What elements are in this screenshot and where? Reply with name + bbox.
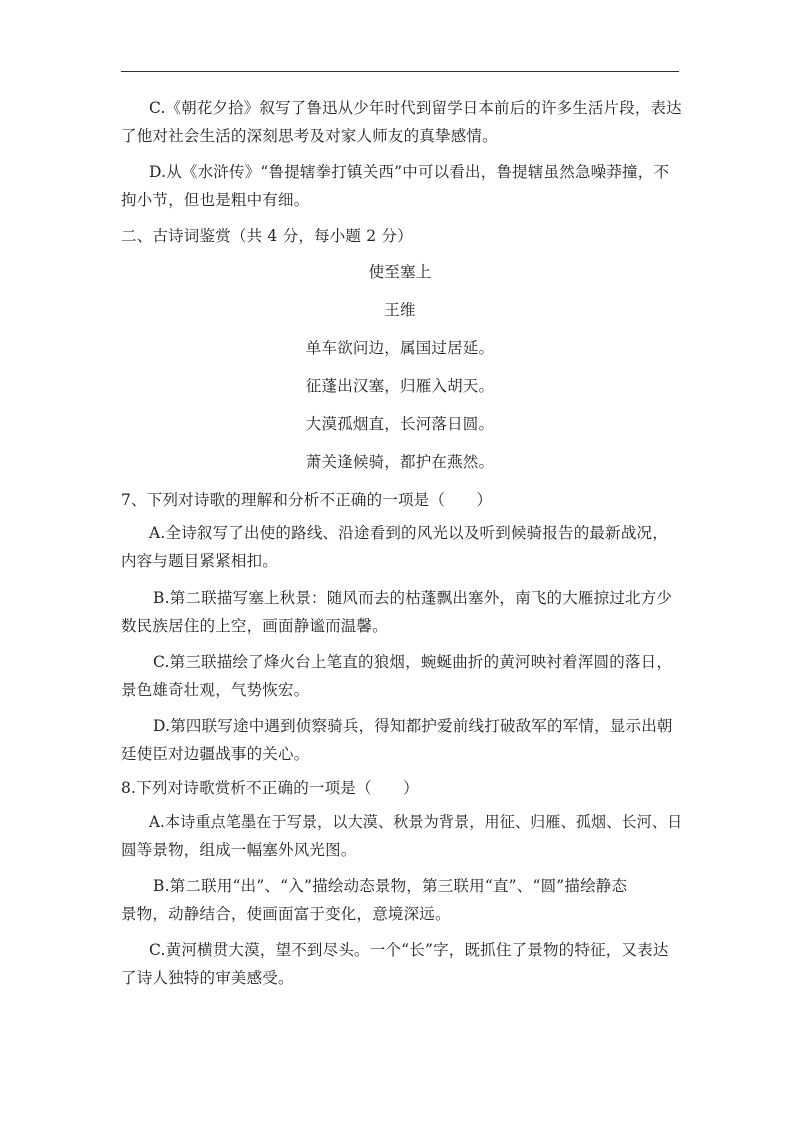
- q7-option-d-line-2: 廷使臣对边疆战事的关心。: [121, 745, 310, 763]
- q8-option-a-line-1: A.本诗重点笔墨在于写景，以大漠、秋景为背景，用征、归雁、孤烟、长河、日: [149, 813, 683, 831]
- q8-option-c-line-1: C.黄河横贯大漠，望不到尽头。一个“长”字，既抓住了景物的特征，又表达: [149, 941, 669, 959]
- poem-line-1: 单车欲问边，属国过居延。: [305, 339, 495, 357]
- q8-option-c-line-2: 了诗人独特的审美感受。: [121, 969, 294, 987]
- option-6c-line-2: 了他对社会生活的深刻思考及对家人师友的真挚感情。: [121, 127, 498, 145]
- q8-option-b-line-2: 景物，动静结合，使画面富于变化，意境深远。: [121, 905, 451, 923]
- q7-option-c-line-1: C.第三联描绘了烽火台上笔直的狼烟，蜿蜒曲折的黄河映衬着浑圆的落日，: [153, 653, 673, 671]
- q7-option-b-line-2: 数民族居住的上空，画面静谧而温馨。: [121, 617, 388, 635]
- poem-line-2: 征蓬出汉塞，归雁入胡天。: [305, 377, 495, 395]
- poem-line-3: 大漠孤烟直，长河落日圆。: [305, 415, 495, 433]
- q7-stem: 7、下列对诗歌的理解和分析不正确的一项是（ ）: [121, 491, 493, 509]
- q8-stem: 8.下列对诗歌赏析不正确的一项是（ ）: [121, 779, 419, 797]
- q7-option-d-line-1: D.第四联写途中遇到侦察骑兵，得知都护爱前线打破敌军的军情，显示出朝: [153, 717, 673, 735]
- section-title: 二、古诗词鉴赏（共 4 分，每小题 2 分）: [121, 227, 413, 245]
- q8-option-b-line-1: B.第二联用“出”、“入”描绘动态景物，第三联用“直”、“圆”描绘静态: [153, 877, 628, 895]
- poem-author: 王维: [384, 301, 416, 319]
- poem-line-4: 萧关逢候骑，都护在燕然。: [305, 453, 495, 471]
- option-6d-line-1: D.从《水浒传》“鲁提辖拳打镇关西”中可以看出，鲁提辖虽然急噪莽撞，不: [149, 163, 670, 181]
- q7-option-b-line-1: B.第二联描写塞上秋景：随风而去的枯蓬飘出塞外，南飞的大雁掠过北方少: [153, 589, 673, 607]
- q7-option-a-line-2: 内容与题目紧紧相扣。: [121, 552, 279, 570]
- poem-title: 使至塞上: [368, 263, 432, 281]
- q7-option-a-line-1: A.全诗叙写了出使的路线、沿途看到的风光以及听到候骑报告的最新战况，: [149, 524, 668, 542]
- q7-option-c-line-2: 景色雄奇壮观，气势恢宏。: [121, 681, 310, 699]
- option-6d-line-2: 拘小节，但也是粗中有细。: [121, 191, 310, 209]
- option-6c-line-1: C.《朝花夕拾》叙写了鲁迅从少年时代到留学日本前后的许多生活片段，表达: [149, 99, 682, 117]
- q8-option-a-line-2: 圆等景物，组成一幅塞外风光图。: [121, 841, 357, 859]
- header-rule: [121, 71, 679, 72]
